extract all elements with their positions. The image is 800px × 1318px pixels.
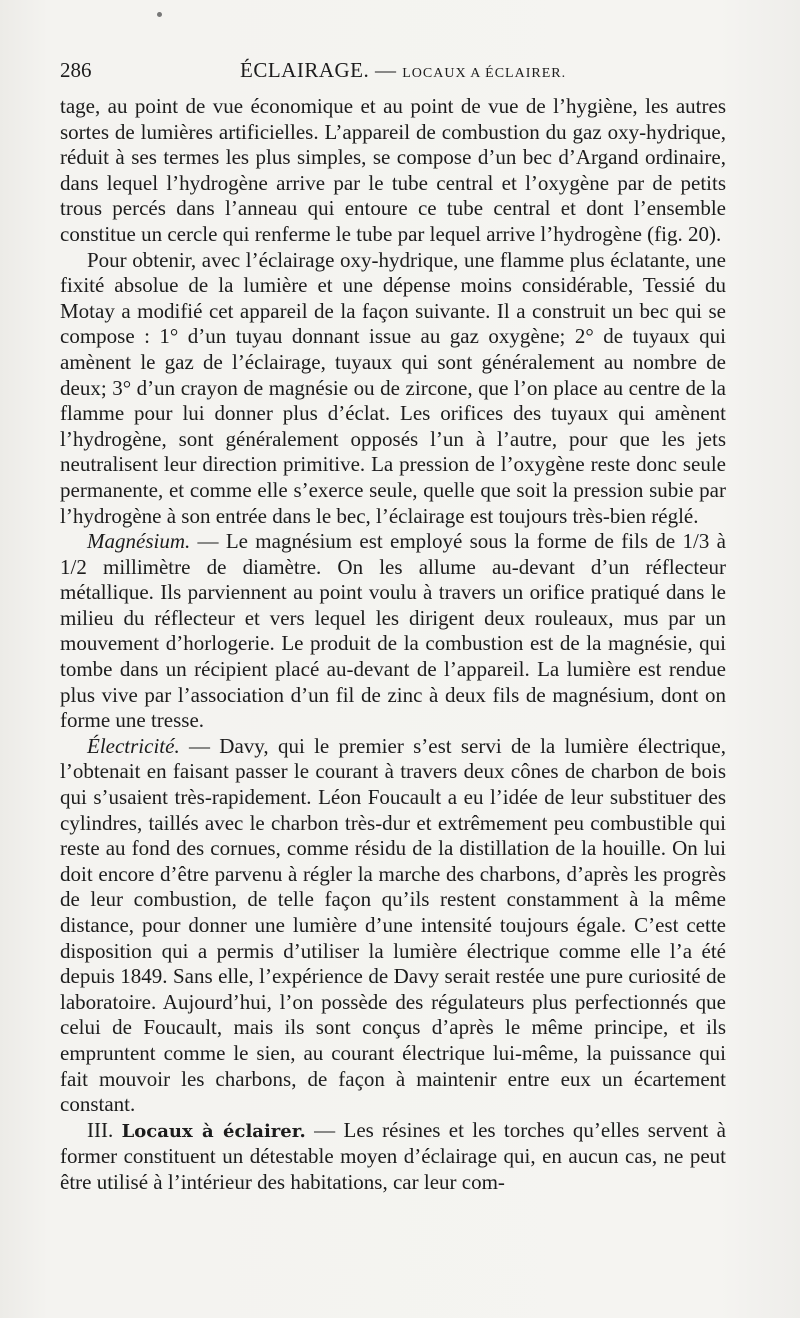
paragraph-electricite	[60, 734, 726, 1118]
running-head	[240, 58, 566, 83]
page-body	[60, 94, 726, 1196]
section-lead-electricite: Électricité.	[87, 733, 180, 758]
paragraph-locaux	[60, 1118, 726, 1196]
paragraph-text: Pour obtenir, avec l’éclairage oxy-hydrique, une flamme plus éclatante, une fixité absolue de la lumière et une dépense moins considérable, Tessié du Motay a modifié cet appareil de la façon suivante. Il a construit un bec qui se compose : 1° d’un tuyau donnant issue au gaz oxygène; 2° de tuyaux qui amènent le gaz de l’éclairage, tuyaux qui sont généralement au nombre de deux; 3° d’un crayon de magnésie ou de zircone, que l’on place au centre de la flamme pour lui donner plus d’éclat. Les orifices des tuyaux qui amènent l’hydrogène, sont généralement opposés l’un à l’autre, pour que les jets neutralisent leur direction primitive. La pression de l’oxygène reste donc seule permanente, et comme elle s’exerce seule, quelle que soit la pression subie par l’hydrogène à son entrée dans le bec, l’éclairage est toujours très-bien réglé.	[60, 247, 726, 528]
page-header	[60, 58, 726, 88]
page-number: 286	[60, 58, 92, 82]
section-lead-magnesium: Magnésium.	[87, 529, 191, 554]
paragraph-continuation	[60, 94, 726, 248]
ink-speck	[157, 12, 162, 17]
section-heading-locaux: Locaux à éclairer.	[121, 1120, 306, 1142]
paragraph-text: — Le magnésium est employé sous la forme de fils de 1/3 à 1/2 millimètre de diamètre. On les allume au-devant d’un réflecteur métallique. Ils parviennent au point voulu à travers un orifice pratiqué dans le milieu du réflecteur et vers lequel les dirigent deux rouleaux, mus par un mouvement d’horlogerie. Le produit de la combustion est de la magnésie, qui tombe dans un récipient placé au-devant de l’appareil. La lumière est rendue plus vive par l’association d’un fil de zinc à deux fils de magnésium, dont on forme une tresse.	[60, 529, 726, 733]
paragraph-magnesium	[60, 529, 726, 734]
paragraph-text: — Les résines et les torches qu’elles servent à former constituent un détestable moyen d’éclairage qui, en aucun cas, ne peut être utilisé à l’intérieur des habitations, car leur com-	[60, 1117, 727, 1194]
paragraph-tessie-du-motay	[60, 248, 726, 530]
paragraph-text: tage, au point de vue économique et au point de vue de l’hygiène, les autres sortes de lumières artificielles. L’appareil de combustion du gaz oxy-hydrique, réduit à ses termes les plus simples, se compose d’un bec d’Argand ordinaire, dans lequel l’hydrogène arrive par le tube central et l’oxygène par de petits trous percés dans l’anneau qui entoure ce tube central et dont l’ensemble constitue un cercle qui renferme le tube par lequel arrive l’hydrogène (fig. 20).	[60, 94, 726, 246]
running-head-dash: —	[375, 58, 397, 82]
section-numeral: III.	[87, 1117, 114, 1142]
running-head-subtitle: LOCAUX A ÉCLAIRER.	[402, 66, 567, 81]
paragraph-text: — Davy, qui le premier s’est servi de la lumière électrique, l’obtenait en faisant passer le courant à travers deux cônes de charbon de bois qui s’usaient très-rapidement. Léon Foucault a eu l’idée de leur substituer des cylindres, taillés avec le charbon très-dur et extrêmement peu combustible qui reste au fond des cornues, comme résidu de la distillation de la houille. On lui doit encore d’être parvenu à régler la marche des charbons, d’après les progrès de leur combustion, de telle façon qu’ils restent constamment à la même distance, pour donner une lumière d’une intensité toujours égale. C’est cette disposition qui a permis d’utiliser la lumière électrique comme elle l’a été depuis 1849. Sans elle, l’expérience de Davy serait restée une pure curiosité de laboratoire. Aujourd’hui, l’on possède des régulateurs plus perfectionnés que celui de Foucault, mais ils sont conçus d’après le même principe, et ils empruntent comme le sien, au courant électrique lui-même, la puissance qui fait mouvoir les charbons, de façon à maintenir entre eux un écartement constant.	[60, 733, 726, 1117]
running-head-title: ÉCLAIRAGE.	[240, 58, 370, 82]
